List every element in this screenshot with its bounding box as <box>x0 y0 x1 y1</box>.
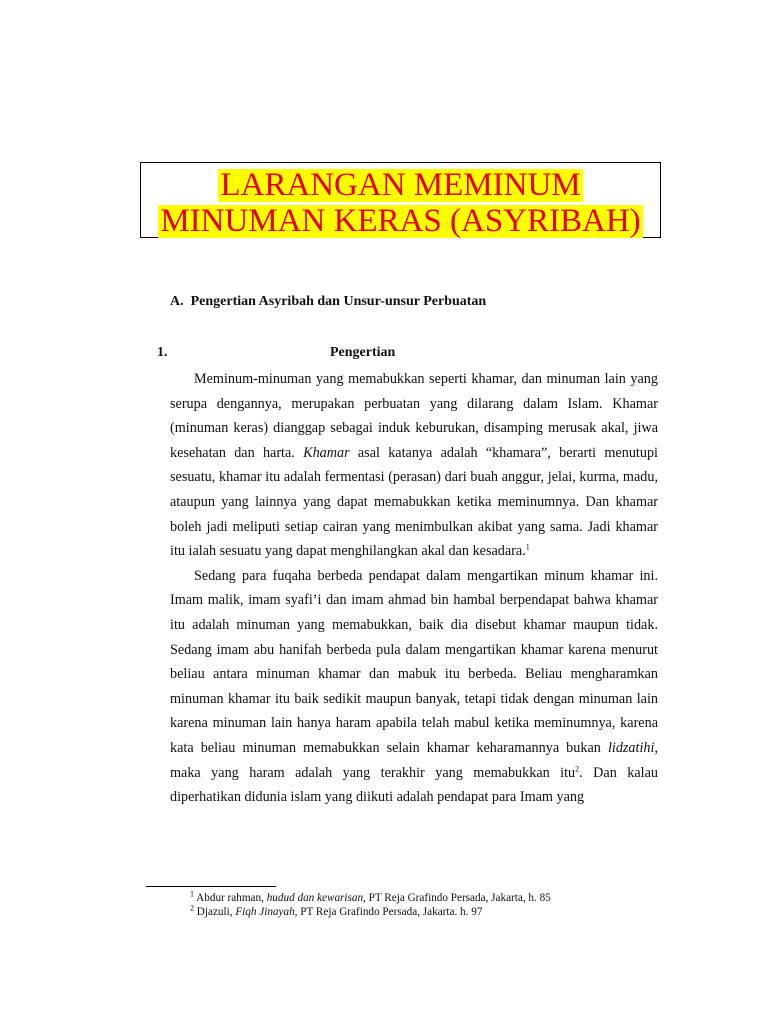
footnote-separator <box>146 886 276 887</box>
document-title-box <box>140 162 661 238</box>
footnote-2-work: Fiqh Jinayah, <box>235 906 298 918</box>
footnote-1-publisher: PT Reja Grafindo Persada, Jakarta, h. 85 <box>365 892 551 904</box>
paragraph-1 <box>170 367 658 564</box>
footnote-1-number: 1 <box>190 889 194 899</box>
paragraph-2 <box>170 564 658 810</box>
paragraph-2-text: Sedang para fuqaha berbeda pendapat dalam mengartikan minum khamar ini. Imam malik, imam syafi’i dan imam ahmad bin hambal berpendapat bahwa khamar itu adalah minuman yang memabukkan, baik dia disebut khamar maupun tidak. Sedang imam abu hanifah berbeda pula dalam mengartikan khamar karena menurut beliau antara minuman khamar dan mabuk itu berbeda. Beliau mengharamkan minuman khamar itu baik sedikit maupun banyak, tetapi tidak dengan minuman lain karena minuman lain hanya haram apabila telah mabul ketika meminumnya, karena kata beliau minuman memabukkan selain khamar keharamannya bukan <box>170 567 658 756</box>
footnote-1-work: hudud dan kewarisan, <box>266 892 366 904</box>
footnote-2-publisher: PT Reja Grafindo Persada, Jakarta. h. 97 <box>297 906 483 918</box>
title-line-1: LARANGAN MEMINUM <box>220 167 581 203</box>
paragraph-2-text-cont: , maka yang haram adalah yang terakhir yang memabukkan itu <box>170 739 658 781</box>
footnote-2 <box>190 905 551 919</box>
footnote-2-number: 2 <box>190 903 194 913</box>
title-line-2: MINUMAN KERAS (ASYRIBAH) <box>160 203 641 239</box>
paragraph-2-italic-term: lidzatihi <box>607 739 655 756</box>
body-text <box>170 367 658 810</box>
subsection-title: Pengertian <box>330 345 396 360</box>
footnote-2-author: Djazuli, <box>194 906 236 918</box>
paragraph-2-text-end: . Dan kalau diperhatikan didunia islam yang diikuti adalah pendapat para Imam yang <box>170 764 658 806</box>
section-heading: A. Pengertian Asyribah dan Unsur-unsur Perbuatan <box>170 294 487 309</box>
footnote-1 <box>190 891 551 905</box>
footnotes <box>190 891 551 919</box>
footnote-ref-1[interactable]: 1 <box>525 542 530 552</box>
footnote-ref-2[interactable]: 2 <box>575 763 580 773</box>
subsection-number: 1. <box>157 345 168 360</box>
paragraph-1-italic-term: Khamar <box>303 444 350 461</box>
paragraph-1-text-cont: asal katanya adalah “khamara”, berarti menutupi sesuatu, khamar itu adalah fermentasi (perasan) dari buah anggur, jelai, kurma, madu, ataupun yang lainnya yang dapat memabukkan ketika meminumnya. Dan khamar boleh jadi meliputi setiap cairan yang menimbulkan akibat yang sama. Jadi khamar itu ialah sesuatu yang dapat menghilangkan akal dan kesadara. <box>170 444 658 560</box>
footnote-1-author: Abdur rahman, <box>194 892 267 904</box>
paragraph-1-text: Meminum-minuman yang memabukkan seperti khamar, dan minuman lain yang serupa dengannya, merupakan perbuatan yang dilarang dalam Islam. Khamar (minuman keras) dianggap sebagai induk keburukan, disamping merusak akal, jiwa kesehatan dan harta. <box>170 371 658 461</box>
